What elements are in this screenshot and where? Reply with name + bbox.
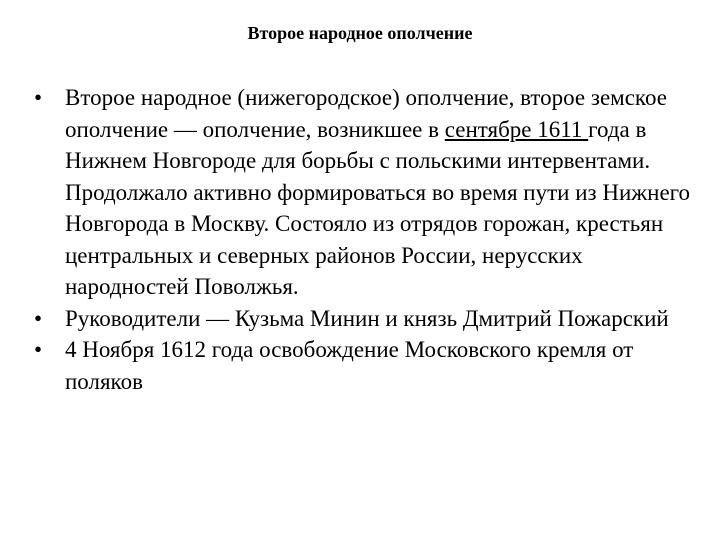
bullet-1-text-end: года в Нижнем Новгороде для борьбы с польскими интервентами. Продолжало активно формироваться во время пути из Нижнего Новгорода в Москву. Состояло из отрядов горожан, крестьян центральных и северных районов России, нерусских народностей Поволжья.: [65, 116, 691, 299]
slide-title: Второе народное ополчение: [247, 23, 473, 43]
bullet-3-text: 4 Ноября 1612 года освобождение Московского кремля от поляков: [65, 337, 634, 394]
bullet-item-2: [34, 303, 704, 335]
bullet-item-3: [34, 334, 704, 397]
bullet-list: [34, 82, 704, 397]
bullet-dot-icon: •: [34, 305, 43, 331]
bullet-dot-icon: •: [34, 337, 43, 362]
date-link[interactable]: сентябре 1611: [444, 116, 589, 142]
bullet-item-1: [34, 82, 704, 303]
bullet-2-text: Руководители — Кузьма Минин и князь Дмитрий Пожарский: [65, 305, 669, 331]
bullet-dot-icon: •: [34, 85, 43, 110]
bullet-1-text-start: Второе народное (нижегородское) ополчение, второе земское ополчение — ополчение, возникшее в: [65, 85, 667, 142]
